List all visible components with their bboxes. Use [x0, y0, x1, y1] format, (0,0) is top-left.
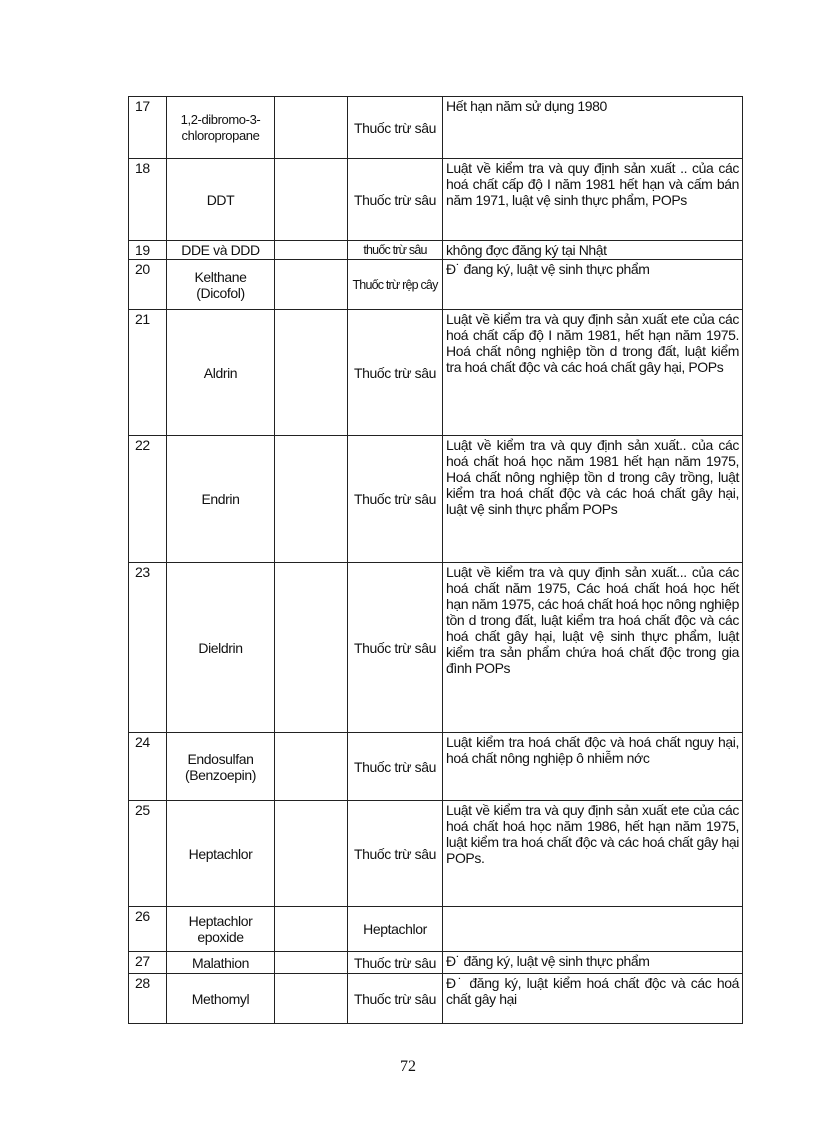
row-number: 28 — [129, 974, 167, 1024]
table-row — [129, 907, 743, 952]
chemical-type: Thuốc trừ sâu — [348, 801, 443, 907]
regulation-text: Luật về kiểm tra và quy định sản xuất.. của các hoá chất hoá học năm 1981 hết hạn năm 1975, Hoá chất nông nghiệp tồn d trong cây trồng, luật kiểm tra hoá chất độc và các hoá chất gây hại, luật vệ sinh thực phẩm POPs — [443, 436, 743, 563]
table-row — [129, 974, 743, 1024]
chemical-name: Dieldrin — [167, 563, 275, 733]
row-number: 18 — [129, 159, 167, 241]
empty-cell — [275, 952, 348, 974]
regulation-text: Luật về kiểm tra và quy định sản xuất... của các hoá chất năm 1975, Các hoá chất hoá học hết hạn năm 1975, các hoá chất hoá học nông nghiệp tồn d trong đất, luật kiểm tra hoá chất độc và các hoá chất gây hại, luật vệ sinh thực phẩm, luật kiểm tra sản phẩm chứa hoá chất độc trong gia đình POPs — [443, 563, 743, 733]
row-number: 20 — [129, 260, 167, 310]
regulation-text — [443, 907, 743, 952]
table-row — [129, 310, 743, 436]
chemical-name: Heptachlor epoxide — [167, 907, 275, 952]
row-number: 24 — [129, 733, 167, 801]
row-number: 17 — [129, 97, 167, 159]
row-number: 26 — [129, 907, 167, 952]
chemical-name: Heptachlor — [167, 801, 275, 907]
empty-cell — [275, 241, 348, 260]
table-row — [129, 952, 743, 974]
empty-cell — [275, 310, 348, 436]
chemical-name: DDE và DDD — [167, 241, 275, 260]
chemical-name: 1,2-dibromo-3-chloropropane — [167, 97, 275, 159]
regulation-text: Đ˙ đăng ký, luật vệ sinh thực phẩm — [443, 952, 743, 974]
row-number: 25 — [129, 801, 167, 907]
chemical-name: Aldrin — [167, 310, 275, 436]
regulation-text: Đ˙ đang ký, luật vệ sinh thực phẩm — [443, 260, 743, 310]
chemical-type: thuốc trừ sâu — [348, 241, 443, 260]
regulation-text: không đợc đăng ký tại Nhật — [443, 241, 743, 260]
chemical-type: Heptachlor — [348, 907, 443, 952]
empty-cell — [275, 436, 348, 563]
row-number: 23 — [129, 563, 167, 733]
regulation-text: Luật về kiểm tra và quy định sản xuất .. của các hoá chất cấp độ I năm 1981 hết hạn và cấm bán năm 1971, luật vệ sinh thực phẩm, POPs — [443, 159, 743, 241]
chemical-type: Thuốc trừ sâu — [348, 563, 443, 733]
table-row — [129, 733, 743, 801]
empty-cell — [275, 733, 348, 801]
chemical-name: Endrin — [167, 436, 275, 563]
chemical-name: Malathion — [167, 952, 275, 974]
regulation-text: Đ˙ đăng ký, luật kiểm hoá chất độc và các hoá chất gây hại — [443, 974, 743, 1024]
chemical-name: DDT — [167, 159, 275, 241]
regulation-text: Luật kiểm tra hoá chất độc và hoá chất nguy hại, hoá chất nông nghiệp ô nhiễm nớc — [443, 733, 743, 801]
chemical-type: Thuốc trừ sâu — [348, 310, 443, 436]
chemical-type: Thuốc trừ sâu — [348, 436, 443, 563]
row-number: 22 — [129, 436, 167, 563]
row-number: 19 — [129, 241, 167, 260]
regulation-text: Luật về kiểm tra và quy định sản xuất ete của các hoá chất cấp độ I năm 1981, hết hạn năm 1975. Hoá chất nông nghiệp tồn d trong đất, luật kiểm tra hoá chất độc và các hoá chất gây hại, POPs — [443, 310, 743, 436]
row-number: 21 — [129, 310, 167, 436]
chemical-name: Endosulfan (Benzoepin) — [167, 733, 275, 801]
regulation-text: Luật về kiểm tra và quy định sản xuất ete của các hoá chất hoá học năm 1986, hết hạn năm 1975, luật kiểm tra hoá chất độc và các hoá chất gây hại POPs. — [443, 801, 743, 907]
empty-cell — [275, 974, 348, 1024]
chemical-type: Thuốc trừ sâu — [348, 97, 443, 159]
empty-cell — [275, 159, 348, 241]
empty-cell — [275, 801, 348, 907]
row-number: 27 — [129, 952, 167, 974]
chemical-type: Thuốc trừ rệp cây — [348, 260, 443, 310]
table-row — [129, 801, 743, 907]
empty-cell — [275, 563, 348, 733]
table-row — [129, 97, 743, 159]
table-row — [129, 159, 743, 241]
page-number: 72 — [400, 1058, 416, 1075]
chemical-type: Thuốc trừ sâu — [348, 159, 443, 241]
pesticide-regulation-table — [128, 96, 743, 1024]
empty-cell — [275, 260, 348, 310]
chemical-type: Thuốc trừ sâu — [348, 733, 443, 801]
regulation-text: Hết hạn năm sử dụng 1980 — [443, 97, 743, 159]
table-row — [129, 563, 743, 733]
chemical-type: Thuốc trừ sâu — [348, 974, 443, 1024]
table-row — [129, 260, 743, 310]
chemical-type: Thuốc trừ sâu — [348, 952, 443, 974]
chemical-name: Kelthane (Dicofol) — [167, 260, 275, 310]
table-row — [129, 241, 743, 260]
chemical-name: Methomyl — [167, 974, 275, 1024]
empty-cell — [275, 907, 348, 952]
empty-cell — [275, 97, 348, 159]
table-row — [129, 436, 743, 563]
